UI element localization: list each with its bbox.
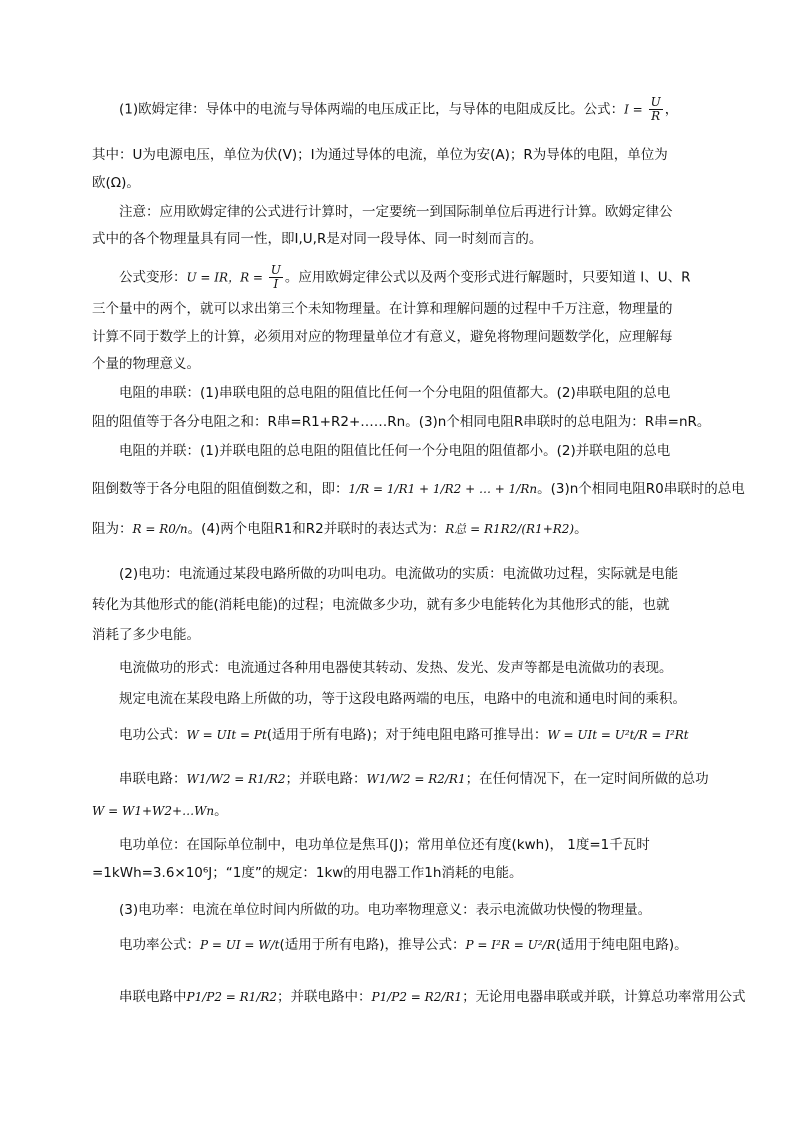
text: 其中：U为电源电压，单位为伏(V)；I为通过导体的电流，单位为安(A)；R为导体的电阻，单位为 <box>92 147 668 163</box>
text: 计算不同于数学上的计算，必须用对应的物理量单位才有意义，避免将物理问题数学化，应理解每 <box>92 329 673 345</box>
power-formula-line <box>119 936 704 954</box>
formula: W = W1+W2+…Wn <box>92 804 215 818</box>
text: 电功公式： <box>119 727 187 743</box>
text: 电功率公式： <box>119 937 200 953</box>
text: 公式变形： <box>119 269 187 286</box>
work-formula-line <box>119 726 704 744</box>
power-ratio-line <box>119 988 746 1006</box>
text: =1kWh=3.6×10⁶J；“1度”的规定：1kw的用电器工作1h消耗的电能。 <box>92 865 523 881</box>
paragraph-line <box>119 384 704 402</box>
text: 阻为： <box>92 521 133 537</box>
paragraph-line <box>119 901 704 919</box>
paragraph-line <box>92 146 704 164</box>
formula: R = R0/n <box>132 522 188 536</box>
text: 电阻的并联：(1)并联电阻的总电阻的阻值比任何一个分电阻的阻值都小。(2)并联电阻的总电 <box>119 443 671 459</box>
formula: W = UIt = U²t/R = I²Rt <box>547 728 689 742</box>
text: 式中的各个物理量具有同一性，即I,U,R是对同一段导体、同一时刻而言的。 <box>92 231 543 247</box>
text: 三个量中的两个，就可以求出第三个未知物理量。在计算和理解问题的过程中千万注意，物理量的 <box>92 301 673 317</box>
text: ；并联电路： <box>285 771 367 787</box>
text: ；并联电路中： <box>277 989 372 1005</box>
text: ；在任何情况下，在一定时间所做的总功 <box>465 771 709 787</box>
text: ；无论用电器串联或并联，计算总功率常用公式 <box>462 989 746 1005</box>
total-work-line <box>92 802 704 820</box>
text: 电流做功的形式：电流通过各种用电器使其转动、发热、发光、发声等都是电流做功的表现。 <box>119 660 673 676</box>
text: (适用于所有电路)；对于纯电阻电路可推导出： <box>266 727 548 743</box>
formula: W1/W2 = R1/R2 <box>186 772 286 786</box>
text: 阻倒数等于各分电阻的阻值倒数之和，即： <box>92 481 349 497</box>
paragraph-line <box>92 230 704 248</box>
text: 串联电路： <box>119 771 187 787</box>
text: 。(4)两个电阻R1和R2并联时的表达式为： <box>187 521 446 537</box>
text: 注意：应用欧姆定律的公式进行计算时，一定要统一到国际制单位后再进行计算。欧姆定律公 <box>119 204 673 220</box>
paragraph-line <box>92 300 704 318</box>
text: 转化为其他形式的能(消耗电能)的过程；电流做多少功，就有多少电能转化为其他形式的能，也就 <box>92 597 670 613</box>
text: (2)电功：电流通过某段电路所做的功叫电功。电流做功的实质：电流做功过程，实际就是电能 <box>119 566 679 582</box>
text: 消耗了多少电能。 <box>92 627 200 643</box>
text: 规定电流在某段电路上所做的功，等于这段电路两端的电压，电路中的电流和通电时间的乘积。 <box>119 691 686 707</box>
text: (适用于所有电路)，推导公式： <box>279 937 466 953</box>
paragraph-line <box>92 413 711 431</box>
paragraph-line <box>92 626 704 644</box>
ohms-law-line <box>119 96 704 123</box>
paragraph-line <box>92 864 704 882</box>
paragraph-line <box>119 836 704 854</box>
text: 。应用欧姆定律公式以及两个变形式进行解题时，只要知道 I、U、R <box>284 269 691 286</box>
paragraph-line <box>92 355 704 373</box>
text: 。(3)n个相同电阻R0串联时的总电 <box>537 481 745 497</box>
paragraph-line <box>92 596 704 614</box>
text: 。 <box>214 803 228 819</box>
denominator: R <box>651 109 661 123</box>
paragraph-line <box>119 659 704 677</box>
text: ， <box>664 101 679 118</box>
numerator: U <box>650 95 661 109</box>
fraction <box>649 96 663 123</box>
formula-variant-line <box>119 264 704 291</box>
text: (3)电功率：电流在单位时间内所做的功。电功率物理意义：表示电流做功快慢的物理量。 <box>119 902 652 918</box>
formula: W = UIt = Pt <box>186 728 267 742</box>
text: (1)欧姆定律：导体中的电流与导体两端的电压成正比，与导体的电阻成反比。公式： <box>119 101 625 118</box>
formula: P1/P2 = R2/R1 <box>371 990 463 1004</box>
parallel-formula-line <box>92 480 745 498</box>
paragraph-line <box>92 328 704 346</box>
paragraph-line <box>119 690 704 708</box>
formula: 1/R = 1/R1 + 1/R2 + … + 1/Rn <box>348 482 538 496</box>
fraction <box>269 264 283 291</box>
formula: U = IR，R = <box>186 270 267 285</box>
text: 。 <box>574 521 588 537</box>
text: 电阻的串联：(1)串联电阻的总电阻的阻值比任何一个分电阻的阻值都大。(2)串联电阻的总电 <box>119 385 671 401</box>
text: 阻的阻值等于各分电阻之和：R串=R1+R2+……Rn。(3)n个相同电阻R串联时的总电阻为：R串=nR。 <box>92 414 711 430</box>
text: (适用于纯电阻电路)。 <box>555 937 688 953</box>
paragraph-line <box>92 174 704 192</box>
formula: R总 = R1R2/(R1+R2) <box>445 522 575 536</box>
paragraph-line <box>119 203 704 221</box>
denominator: I <box>273 277 279 291</box>
formula: P = UI = W/t <box>200 938 280 952</box>
paragraph-line <box>119 442 704 460</box>
work-ratio-line <box>119 770 709 788</box>
formula: P1/P2 = R1/R2 <box>186 990 278 1004</box>
text: 串联电路中 <box>119 989 187 1005</box>
formula: I = <box>624 102 647 117</box>
text: 个量的物理意义。 <box>92 356 200 372</box>
formula: W1/W2 = R2/R1 <box>366 772 466 786</box>
formula: P = I²R = U²/R <box>465 938 556 952</box>
paragraph-line <box>119 565 704 583</box>
numerator: U <box>270 263 281 277</box>
text: 欧(Ω)。 <box>92 175 140 191</box>
parallel-expression-line <box>92 520 704 538</box>
text: 电功单位：在国际单位制中，电功单位是焦耳(J)；常用单位还有度(kwh)， 1度=1千瓦时 <box>119 837 650 853</box>
